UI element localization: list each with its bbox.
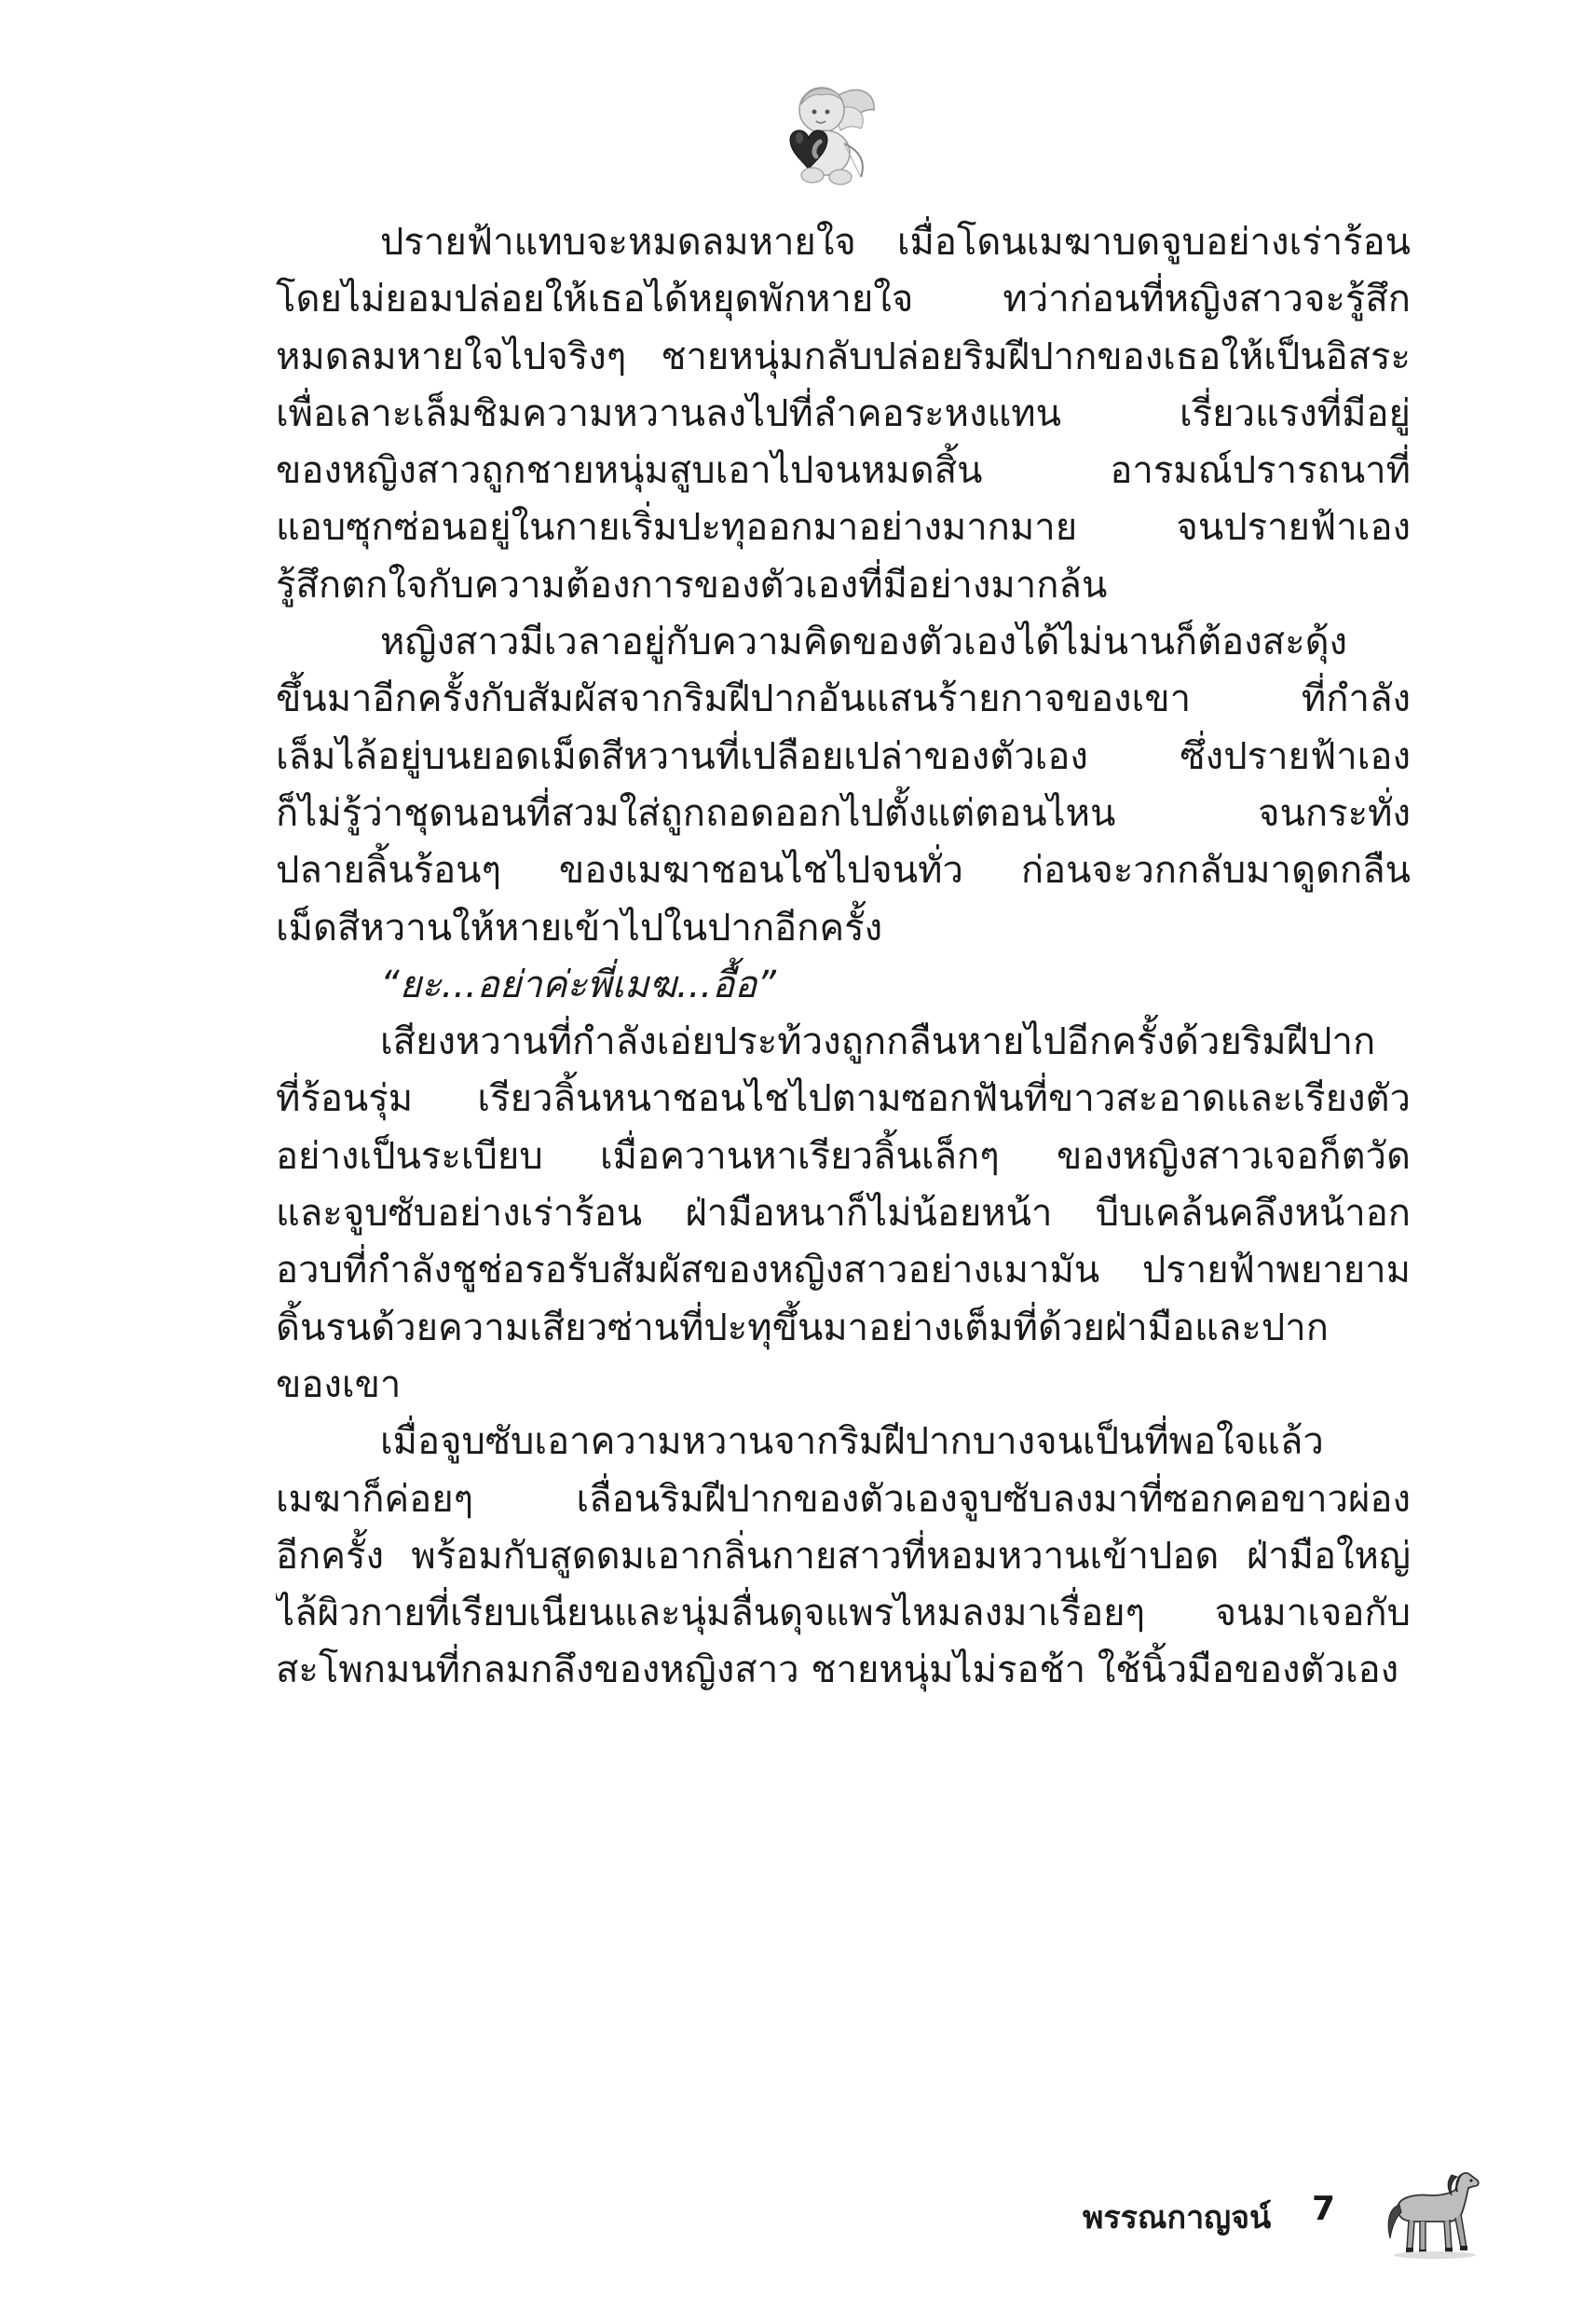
- text-line: อย่างเป็นระเบียบ เมื่อควานหาเรียวลิ้นเล็กๆ ของหญิงสาวเจอก็ตวัด: [276, 1134, 1411, 1178]
- body-text: [276, 214, 1411, 1700]
- paragraph: [276, 214, 1411, 614]
- text-line: ขึ้นมาอีกครั้งกับสัมผัสจากริมฝีปากอันแสนร้ายกาจของเขา ที่กำลัง: [276, 677, 1411, 721]
- text-line: โดยไม่ยอมปล่อยให้เธอได้หยุดพักหายใจ ทว่าก่อนที่หญิงสาวจะรู้สึก: [276, 278, 1411, 321]
- paragraph: [276, 1014, 1411, 1414]
- text-line: เมฆาก็ค่อยๆ เลื่อนริมฝีปากของตัวเองจูบซับลงมาที่ซอกคอขาวผ่อง: [276, 1477, 1411, 1521]
- footer-author-name: พรรณกาญจน์: [1083, 2199, 1272, 2236]
- paragraph: [276, 1414, 1411, 1699]
- text-line: “ยะ...อย่าค่ะพี่เมฆ...อื้อ”: [380, 963, 776, 1006]
- text-line: อีกครั้ง พร้อมกับสูดดมเอากลิ่นกายสาวที่หอมหวานเข้าปอด ฝ่ามือใหญ่: [276, 1534, 1411, 1578]
- page-footer: [1025, 2143, 1491, 2264]
- text-line: ปรายฟ้าแทบจะหมดลมหายใจ เมื่อโดนเมฆาบดจูบอย่างเร่าร้อน: [380, 221, 1411, 264]
- text-line: สะโพกมนที่กลมกลึงของหญิงสาว ชายหนุ่มไม่รอช้า ใช้นิ้วมือของตัวเอง: [276, 1648, 1399, 1692]
- text-line: และจูบซับอย่างเร่าร้อน ฝ่ามือหนาก็ไม่น้อยหน้า บีบเคล้นคลึงหน้าอก: [276, 1192, 1411, 1236]
- dialogue-paragraph: [276, 957, 1411, 1014]
- text-line: ที่ร้อนรุ่ม เรียวลิ้นหนาชอนไชไปตามซอกฟันที่ขาวสะอาดและเรียงตัว: [276, 1077, 1411, 1121]
- text-line: หญิงสาวมีเวลาอยู่กับความคิดของตัวเองได้ไม่นานก็ต้องสะดุ้ง: [380, 621, 1348, 664]
- text-line: ก็ไม่รู้ว่าชุดนอนที่สวมใส่ถูกถอดออกไปตั้งแต่ตอนไหน จนกระทั่ง: [276, 791, 1411, 835]
- horse-icon: [1377, 2153, 1489, 2264]
- text-line: เล็มไล้อยู่บนยอดเม็ดสีหวานที่เปลือยเปล่าของตัวเอง ซึ่งปรายฟ้าเอง: [276, 734, 1411, 778]
- text-line: ดิ้นรนด้วยความเสียวซ่านที่ปะทุขึ้นมาอย่างเต็มที่ด้วยฝ่ามือและปาก: [276, 1306, 1329, 1349]
- text-line: ของเขา: [276, 1362, 402, 1406]
- text-line: เม็ดสีหวานให้หายเข้าไปในปากอีกครั้ง: [276, 906, 883, 950]
- text-line: เพื่อเลาะเล็มชิมความหวานลงไปที่ลำคอระหงแทน เรี่ยวแรงที่มีอยู่: [276, 391, 1411, 435]
- text-line: หมดลมหายใจไปจริงๆ ชายหนุ่มกลับปล่อยริมฝีปากของเธอให้เป็นอิสระ: [276, 335, 1411, 378]
- text-line: เสียงหวานที่กำลังเอ่ยประท้วงถูกกลืนหายไปอีกครั้งด้วยริมฝีปาก: [380, 1020, 1376, 1064]
- text-line: รู้สึกตกใจกับความต้องการของตัวเองที่มีอย่างมากล้น: [276, 563, 1108, 607]
- text-line: อวบที่กำลังชูช่อรอรับสัมผัสของหญิงสาวอย่างเมามัน ปรายฟ้าพยายาม: [276, 1249, 1411, 1292]
- text-line: ของหญิงสาวถูกชายหนุ่มสูบเอาไปจนหมดสิ้น อารมณ์ปรารถนาที่: [276, 449, 1411, 493]
- text-line: ปลายลิ้นร้อนๆ ของเมฆาชอนไชไปจนทั่ว ก่อนจะวกกลับมาดูดกลืน: [276, 849, 1411, 893]
- page-number: 7: [1312, 2190, 1336, 2228]
- text-line: เมื่อจูบซับเอาความหวานจากริมฝีปากบางจนเป็นที่พอใจแล้ว: [380, 1420, 1324, 1464]
- paragraph: [276, 614, 1411, 957]
- cherub-with-heart-icon: [764, 73, 885, 194]
- text-line: แอบซุกซ่อนอยู่ในกายเริ่มปะทุออกมาอย่างมากมาย จนปรายฟ้าเอง: [276, 506, 1411, 550]
- text-line: ไล้ผิวกายที่เรียบเนียนและนุ่มลื่นดุจแพรไหมลงมาเรื่อยๆ จนมาเจอกับ: [276, 1592, 1411, 1635]
